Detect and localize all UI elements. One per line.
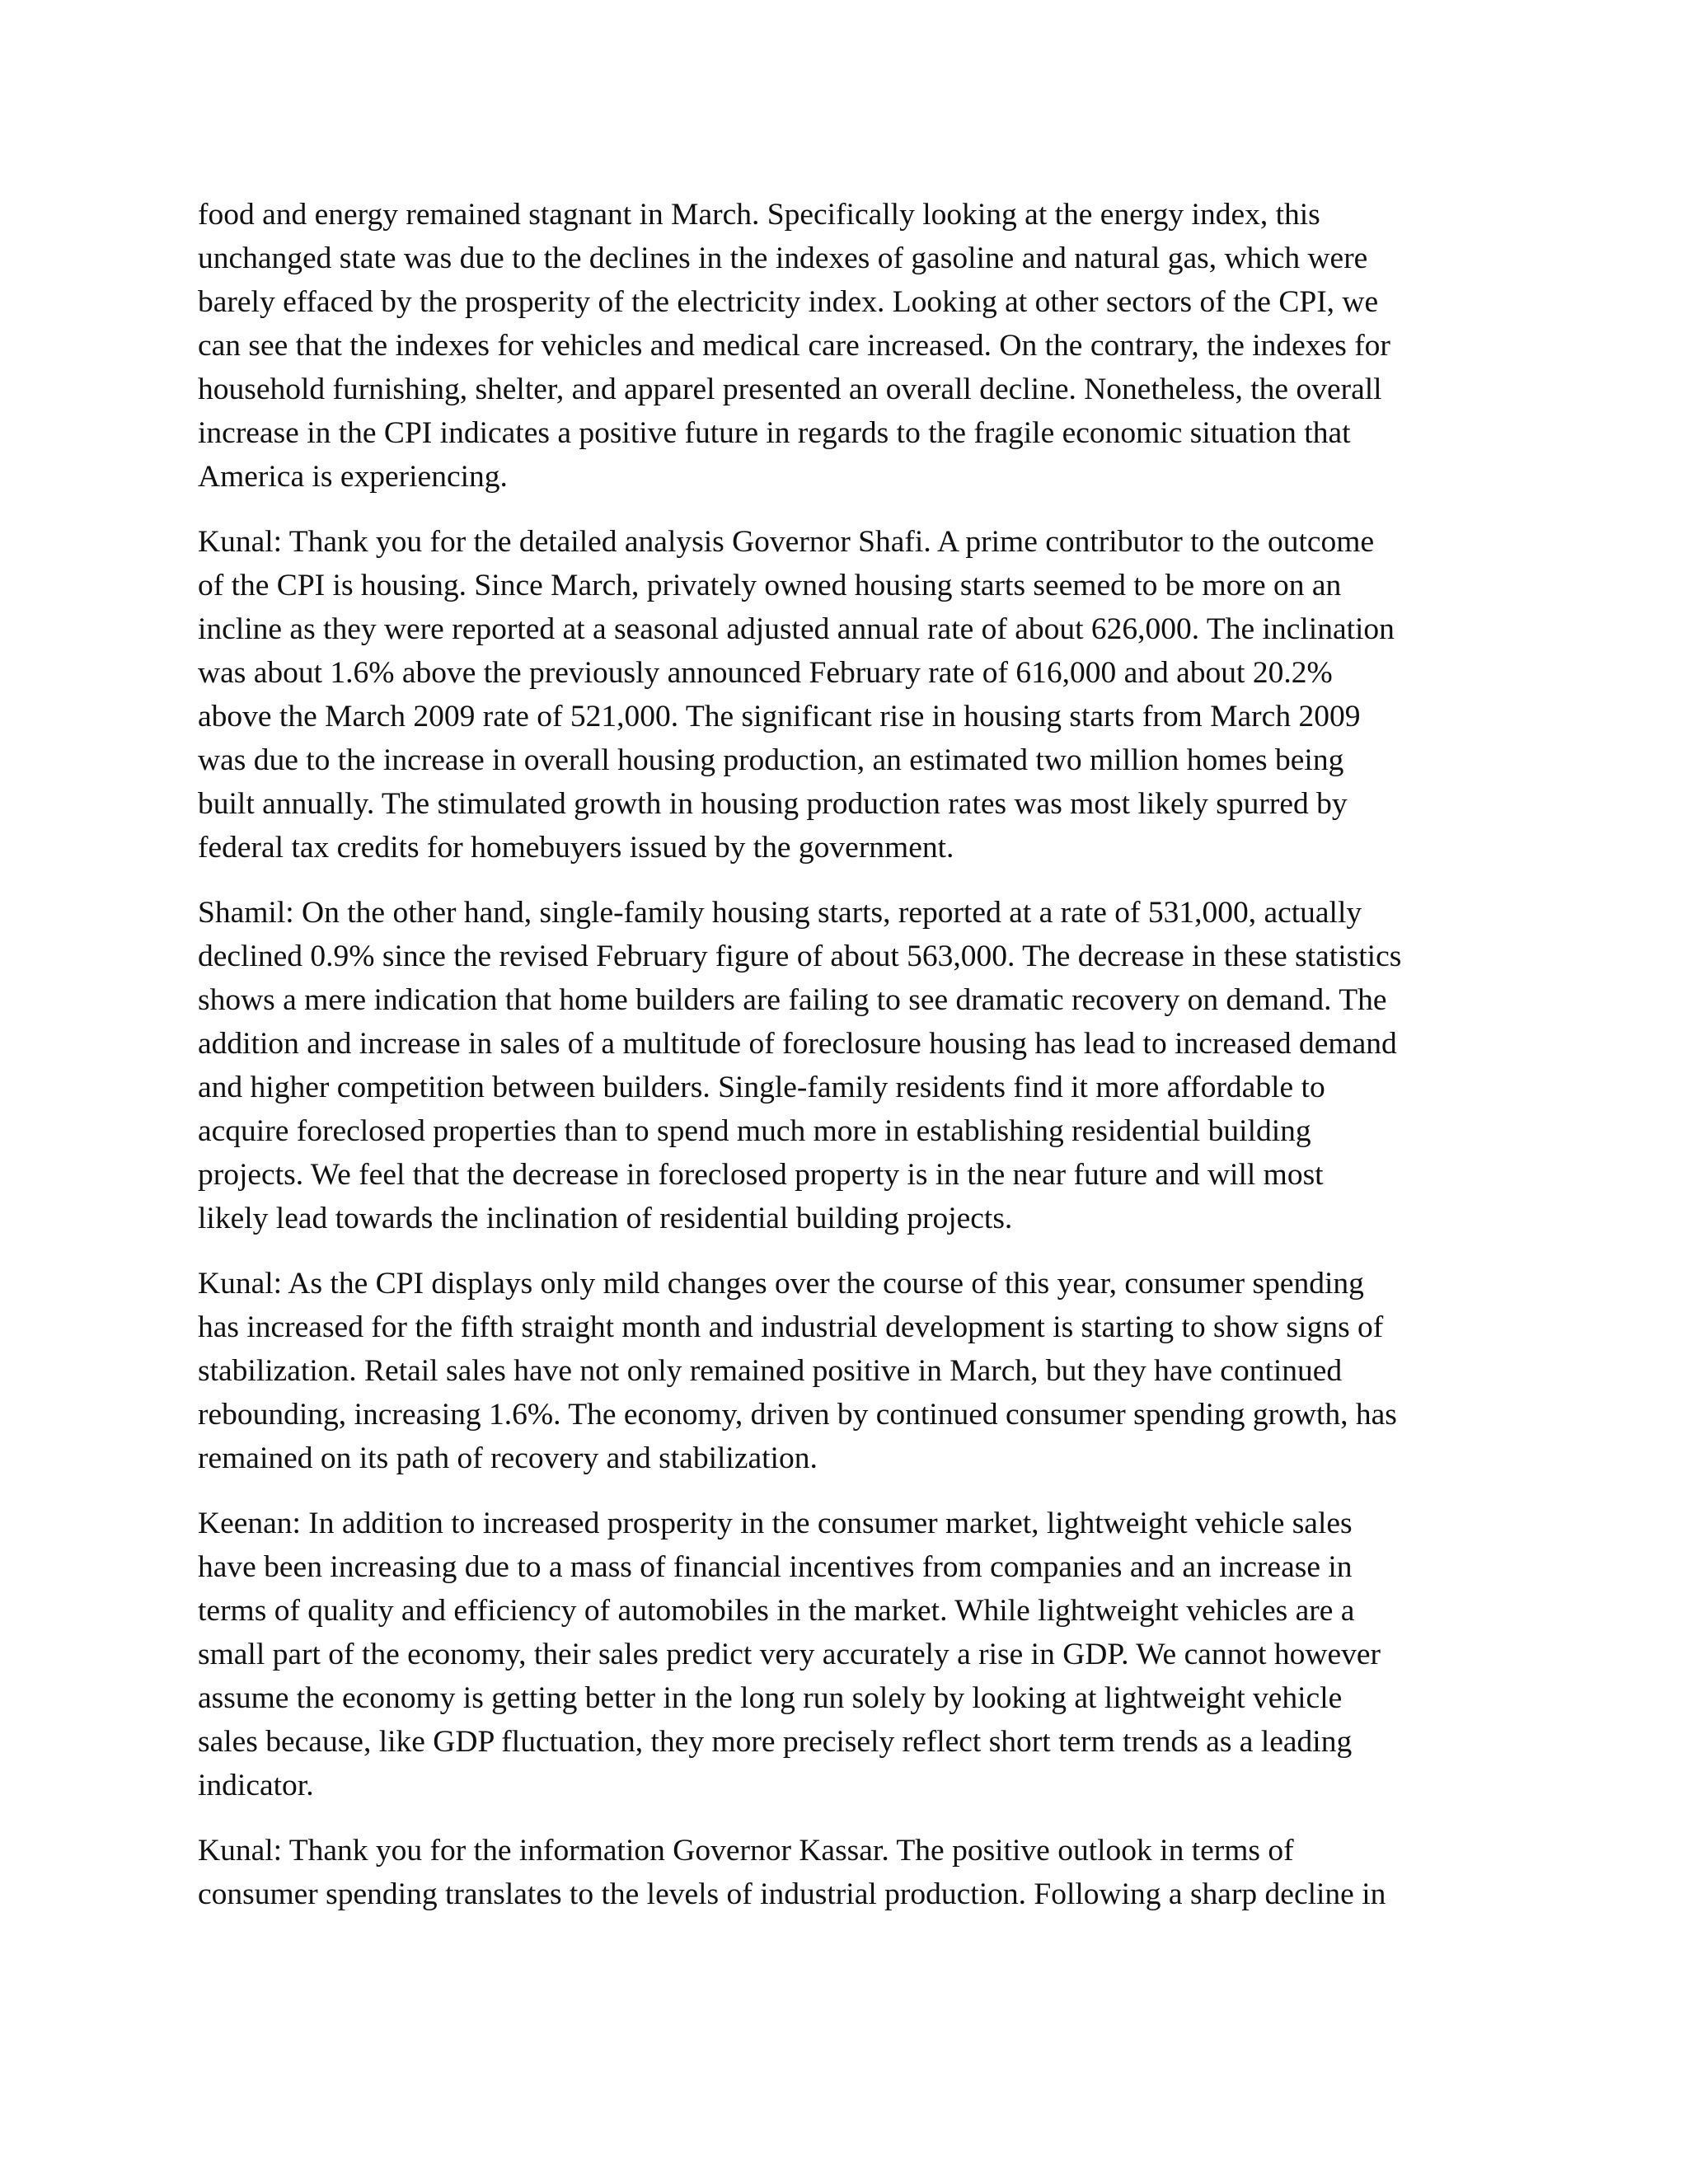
text-line: remained on its path of recovery and stabilization. [198,1441,818,1475]
text-line: shows a mere indication that home builders are failing to see dramatic recovery on demand. The [198,983,1387,1017]
text-line: unchanged state was due to the declines in the indexes of gasoline and natural gas, which were [198,241,1368,275]
text-line: was about 1.6% above the previously announced February rate of 616,000 and about 20.2% [198,656,1333,690]
paragraph-kunal-industrial [198,1829,1500,1916]
text-line: declined 0.9% since the revised February figure of about 563,000. The decrease in these statistics [198,940,1402,973]
paragraph-kunal-consumer-spending [198,1262,1500,1480]
text-line: Keenan: In addition to increased prosperity in the consumer market, lightweight vehicle sales [198,1507,1353,1540]
text-line: incline as they were reported at a seasonal adjusted annual rate of about 626,000. The inclination [198,612,1395,646]
paragraph-shamil-single-family [198,891,1500,1240]
text-line: food and energy remained stagnant in March. Specifically looking at the energy index, this [198,198,1320,232]
text-line: of the CPI is housing. Since March, privately owned housing starts seemed to be more on an [198,569,1342,602]
text-line: likely lead towards the inclination of residential building projects. [198,1202,1013,1235]
paragraph-kunal-housing [198,520,1500,869]
text-line: federal tax credits for homebuyers issued by the government. [198,831,954,865]
text-line: America is experiencing. [198,460,508,494]
text-line: acquire foreclosed properties than to spend much more in establishing residential building [198,1114,1311,1148]
text-line: increase in the CPI indicates a positive future in regards to the fragile economic situation that [198,416,1351,450]
text-line: and higher competition between builders. Single-family residents find it more affordable to [198,1071,1325,1104]
text-line: sales because, like GDP fluctuation, they more precisely reflect short term trends as a leading [198,1725,1353,1759]
text-line: above the March 2009 rate of 521,000. The significant rise in housing starts from March 2009 [198,700,1361,733]
text-line: household furnishing, shelter, and apparel presented an overall decline. Nonetheless, the overall [198,373,1382,406]
text-line: indicator. [198,1769,314,1802]
paragraph-keenan-vehicles [198,1502,1500,1807]
text-line: rebounding, increasing 1.6%. The economy, driven by continued consumer spending growth, has [198,1398,1397,1432]
text-line: built annually. The stimulated growth in housing production rates was most likely spurred by [198,787,1348,821]
text-column [198,193,1500,1938]
text-line: projects. We feel that the decrease in foreclosed property is in the near future and will most [198,1158,1324,1192]
text-line: Shamil: On the other hand, single-family housing starts, reported at a rate of 531,000, actually [198,896,1362,930]
text-line: barely effaced by the prosperity of the electricity index. Looking at other sectors of the CPI, we [198,285,1379,319]
paragraph-cpi-energy [198,193,1500,499]
text-line: was due to the increase in overall housing production, an estimated two million homes being [198,743,1344,777]
text-line: consumer spending translates to the levels of industrial production. Following a sharp decline in [198,1877,1386,1911]
text-line: Kunal: Thank you for the information Governor Kassar. The positive outlook in terms of [198,1834,1294,1868]
text-line: terms of quality and efficiency of automobiles in the market. While lightweight vehicles are a [198,1594,1355,1628]
text-line: assume the economy is getting better in the long run solely by looking at lightweight vehicle [198,1681,1343,1715]
text-line: addition and increase in sales of a multitude of foreclosure housing has lead to increased demand [198,1027,1397,1061]
text-line: have been increasing due to a mass of financial incentives from companies and an increase in [198,1550,1353,1584]
text-line: small part of the economy, their sales predict very accurately a rise in GDP. We cannot however [198,1638,1381,1671]
text-line: stabilization. Retail sales have not only remained positive in March, but they have continued [198,1354,1343,1388]
text-line: Kunal: Thank you for the detailed analysis Governor Shafi. A prime contributor to the outcome [198,525,1375,559]
text-line: Kunal: As the CPI displays only mild changes over the course of this year, consumer spending [198,1267,1364,1301]
text-line: can see that the indexes for vehicles and medical care increased. On the contrary, the indexes for [198,329,1390,363]
text-line: has increased for the fifth straight month and industrial development is starting to show signs of [198,1310,1384,1344]
